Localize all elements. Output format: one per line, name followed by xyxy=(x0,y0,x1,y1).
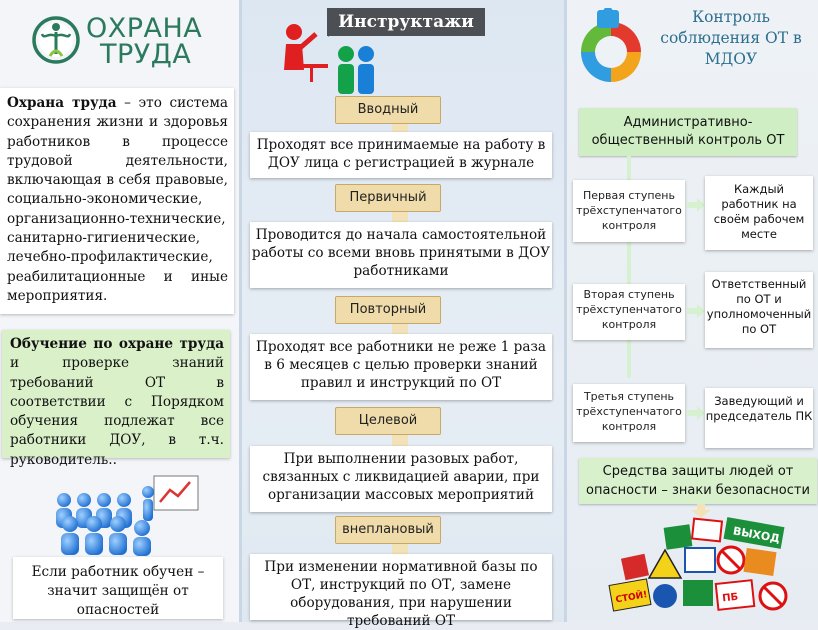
puzzle-ring-icon xyxy=(567,8,655,92)
pb-sign-label: ПБ xyxy=(721,591,739,605)
ot-definition-card xyxy=(0,88,234,314)
protection-text: Средства защиты людей от опасности – знаки безопасности xyxy=(586,464,810,498)
arrow-right-icon xyxy=(687,304,705,318)
worker-emblem-icon xyxy=(30,10,86,68)
arrow-right-icon xyxy=(687,406,705,420)
left-column xyxy=(0,0,240,622)
logo-line-1: ОХРАНА xyxy=(86,13,203,44)
responsible-text: Ответственный по ОТ и уполномоченный по ОТ xyxy=(706,277,812,336)
briefing-desc-text: Проводится до начала самостоятельной работы со всеми вновь принятыми в ДОУ работниками xyxy=(251,227,551,279)
exit-sign-label: ВЫХОД xyxy=(731,524,781,546)
arrow-right-icon xyxy=(687,198,705,212)
control-step-1 xyxy=(573,180,685,242)
control-step-3 xyxy=(573,384,685,442)
control-step-2 xyxy=(573,284,685,340)
ot-term: Охрана труда xyxy=(7,95,117,111)
control-responsible-3 xyxy=(705,388,813,448)
training-audience-illustration xyxy=(52,470,202,556)
briefing-type-repeat: Повторный xyxy=(335,296,441,324)
control-title: Контроль соблюдения ОТ в МДОУ xyxy=(660,8,802,68)
step-text: Вторая ступень трёхступенчатого контроля xyxy=(576,288,682,331)
training-term: Обучение по охране труда xyxy=(10,336,224,352)
briefing-type-target: Целевой xyxy=(335,407,441,435)
right-column xyxy=(567,0,818,622)
briefing-desc-target xyxy=(250,446,552,512)
admin-control-text: Административно-общественный контроль ОТ xyxy=(591,115,785,148)
briefing-type-primary: Первичный xyxy=(335,184,441,212)
briefing-desc-introductory xyxy=(250,132,552,178)
training-card xyxy=(2,330,230,468)
ohrana-truda-logo xyxy=(30,10,230,72)
step-text: Третья ступень трёхступенчатого контроля xyxy=(576,390,682,433)
responsible-text: Каждый работник на своём рабочем месте xyxy=(713,182,805,241)
training-text xyxy=(2,330,230,470)
briefing-desc-repeat xyxy=(250,334,552,400)
training-body: и проверке знаний требований ОТ в соответствии с Порядком обучения подлежат все работники ДОУ, в т.ч. руководитель.. xyxy=(10,355,224,468)
stop-sign-label: СТОЙ! xyxy=(614,590,649,606)
briefing-type-unscheduled: внеплановый xyxy=(335,516,441,544)
control-responsible-1 xyxy=(705,176,813,250)
responsible-text: Заведующий и председатель ПК xyxy=(705,394,813,423)
middle-column xyxy=(242,0,564,629)
logo-line-2: ТРУДА xyxy=(100,39,192,70)
instructions-title: Инструктажи xyxy=(327,8,485,36)
step-text: Первая ступень трёхступенчатого контроля xyxy=(576,189,682,232)
briefing-desc-text: Проходят все принимаемые на работу в ДОУ лица с регистрацией в журнале xyxy=(256,137,546,171)
briefing-desc-text: При изменении нормативной базы по ОТ, инструкций по ОТ, замене оборудования, при нарушении требований ОТ xyxy=(264,559,538,629)
ot-definition-text xyxy=(0,88,234,306)
control-responsible-2 xyxy=(705,272,813,348)
safe-note-card xyxy=(13,557,223,619)
safety-signs-illustration xyxy=(605,516,805,620)
briefing-type-introductory: Вводный xyxy=(335,96,441,124)
briefing-desc-text: При выполнении разовых работ, связанных с ликвидацией аварии, при организации массовых мероприятий xyxy=(262,451,540,503)
admin-control-bar xyxy=(579,108,797,156)
ot-definition-body: – это система сохранения жизни и здоровья работников в процессе трудовой деятельности, включающая в себя правовые, социально-экономические, организационно-технические, санитарно-гигиенические, лечебно-профилактические, реабилитационные и иные мероприятия. xyxy=(7,95,229,304)
briefing-desc-primary xyxy=(250,222,552,288)
logo-text xyxy=(86,13,203,70)
safe-note-text: Если работник обучен – значит защищён от опасностей xyxy=(31,564,205,618)
protection-bar xyxy=(579,458,817,504)
briefing-desc-unscheduled xyxy=(250,554,552,629)
briefing-desc-text: Проходят все работники не реже 1 раза в 6 месяцев с целью проверки знаний правил и инструкций по ОТ xyxy=(255,339,547,391)
